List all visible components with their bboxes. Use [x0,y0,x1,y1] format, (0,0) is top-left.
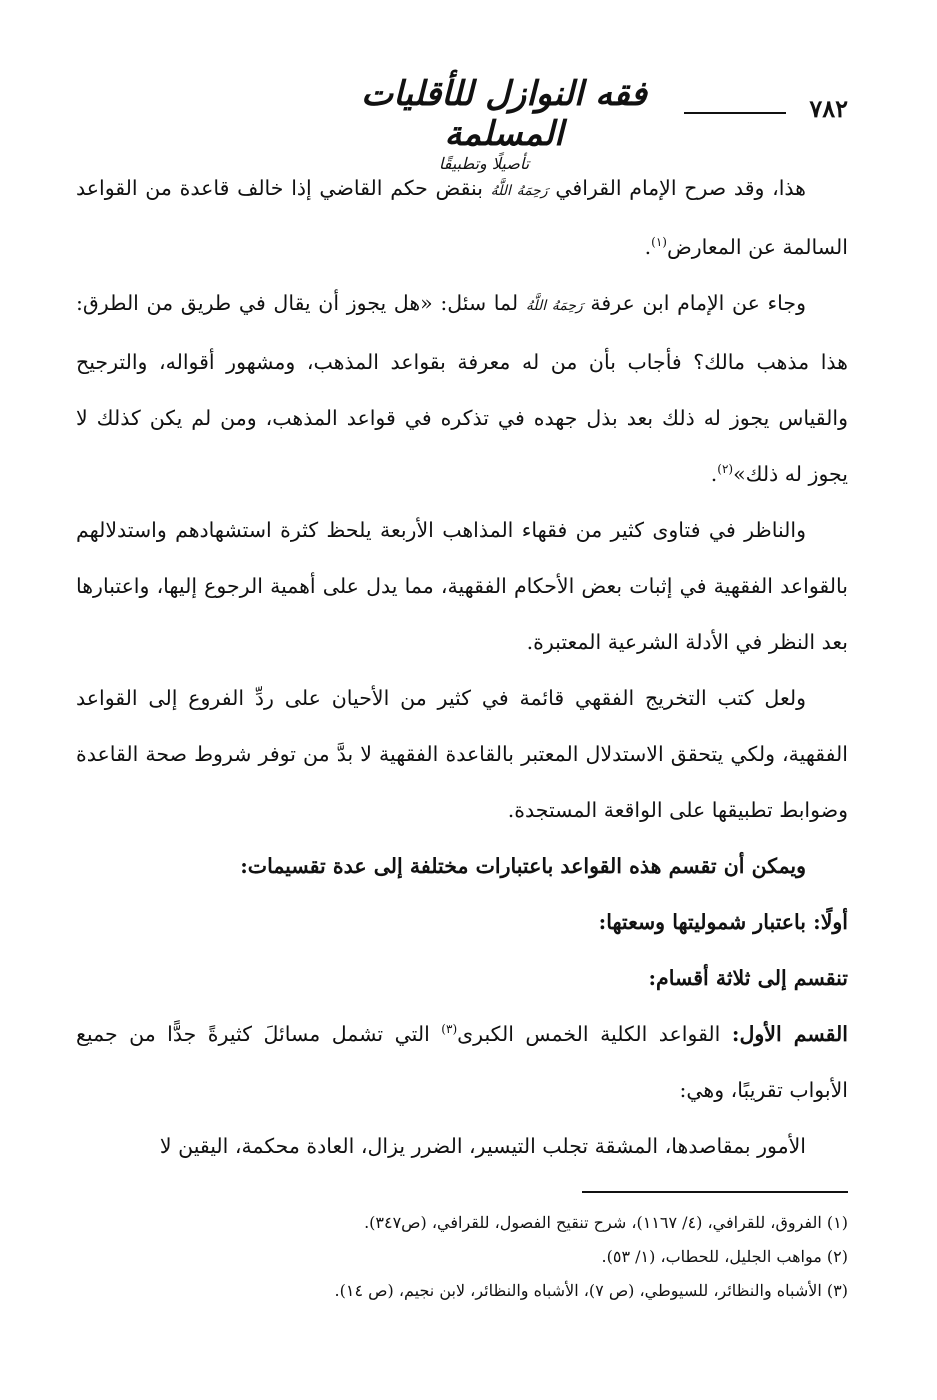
section-heading-first: أولًا: باعتبار شموليتها وسعتها: [598,910,848,934]
footnote-ref-3[interactable]: (٣) [441,1022,458,1036]
section-one-label: القسم الأول: [731,1022,848,1046]
footnote-ref-1[interactable]: (١) [651,235,667,249]
paragraph-5: ويمكن أن تقسم هذه القواعد باعتبارات مختلفة إلى عدة تقسيمات: [240,854,806,878]
paragraph-1: هذا، وقد صرح الإمام القرافي رَحِمَهُ اللَّهُ بنقض حكم القاضي إذا خالف قاعدة من القواعد السالمة عن المعارض$^{(١)}$. [76,176,848,259]
paragraph-rules-list: الأمور بمقاصدها، المشقة تجلب التيسير، الضرر يزال، العادة محكمة، اليقين لا [159,1134,806,1158]
paragraph-2: وجاء عن الإمام ابن عرفة رَحِمَهُ اللَّهُ لما سئل: «هل يجوز أن يقال في طريق من الطرق: هذا مذهب مالك؟ فأجاب بأن من له معرفة بقواعد المذهب، ومشهور أقواله، والترجيح والقياس يجوز له ذلك بعد بذل جهده في تذكره في قواعد المذهب، ومن لم يكن كذلك لا يجوز له ذلك»$^{(٢)}$. [76,291,848,486]
header-rule [684,112,786,114]
page-header [78,72,848,173]
book-title-logo [334,74,674,174]
footnote-2: (٢) مواهب الجليل، للحطاب، (١/ ٥٣). [601,1247,848,1266]
footnote-1: (١) الفروق، للقرافي، (٤/ ١١٦٧)، شرح تنقيح الفصول، للقرافي، (ص٣٤٧). [364,1213,848,1232]
footnotes [240,1206,848,1308]
honorific-phrase: رَحِمَهُ اللَّهُ [525,298,583,314]
paragraph-3: والناظر في فتاوى كثير من فقهاء المذاهب الأربعة يلحظ كثرة استشهادهم واستدلالهم بالقواعد الفقهية في إثبات بعض الأحكام الفقهية، مما يدل على أهمية الرجوع إليها، واعتبارها بعد النظر في الأدلة الشرعية المعتبرة. [76,518,848,654]
book-subtitle: تأصيلًا وتطبيقًا [438,154,530,173]
section-subheading: تنقسم إلى ثلاثة أقسام: [648,966,848,990]
book-title: فقه النوازل للأقليات المسلمة [361,74,647,154]
footnote-separator [582,1191,848,1193]
main-text [76,160,848,1174]
paragraph-4: ولعل كتب التخريج الفقهي قائمة في كثير من الأحيان على ردِّ الفروع إلى القواعد الفقهية، ولكي يتحقق الاستدلال المعتبر بالقاعدة الفقهية لا بدَّ من توفر شروط صحة القاعدة وضوابط تطبيقها على الواقعة المستجدة. [76,686,848,822]
page-number: ٧٨٢ [809,94,848,123]
footnote-3: (٣) الأشباه والنظائر، للسيوطي، (ص ٧)، الأشباه والنظائر، لابن نجيم، (ص ١٤). [334,1281,848,1300]
footnote-ref-2[interactable]: (٢) [717,462,734,476]
honorific-phrase: رَحِمَهُ اللَّهُ [490,183,548,199]
paragraph-section-one: القسم الأول: القواعد الكلية الخمس الكبرى$^{(٣)}$ التي تشمل مسائلَ كثيرةً جدًّا من جميع الأبواب تقريبًا، وهي: [76,1022,848,1102]
